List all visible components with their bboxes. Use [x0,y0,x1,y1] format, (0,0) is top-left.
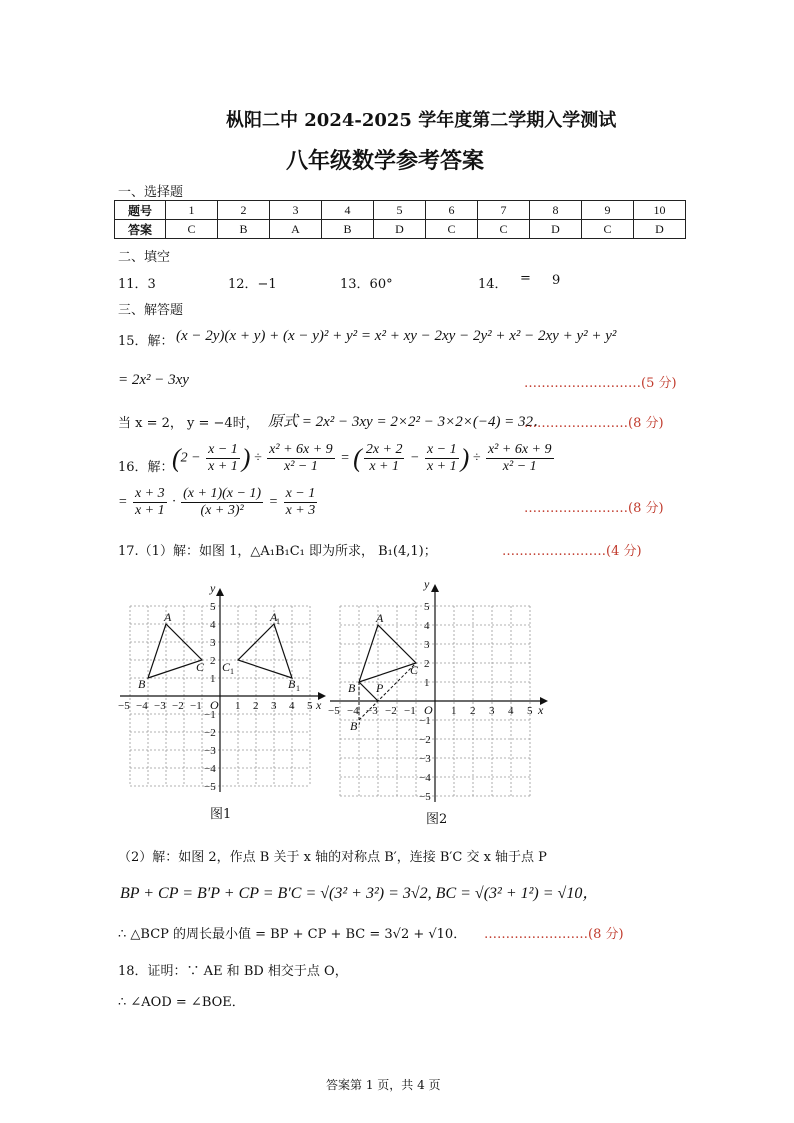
svg-text:−4: −4 [204,763,216,775]
table-cell: 10 [634,201,686,220]
svg-text:C: C [222,660,231,674]
table-cell: A [270,220,322,239]
svg-text:1: 1 [210,673,216,685]
table-cell: C [166,220,218,239]
table-header-answer: 答案 [115,220,166,239]
triangle-abc [359,625,416,682]
svg-text:−2: −2 [172,700,184,712]
figure-1 [112,578,334,804]
table-cell: D [374,220,426,239]
svg-text:−3: −3 [366,705,378,717]
svg-text:−5: −5 [204,781,216,793]
svg-text:−2: −2 [419,734,431,746]
q18-line1: 18．证明：∵ AE 和 BD 相交于点 O， [118,964,348,979]
table-cell: 5 [374,201,426,220]
q18-line2: ∴ ∠AOD = ∠BOE． [118,995,245,1010]
svg-text:−1: −1 [190,700,202,712]
svg-text:A: A [270,610,278,624]
answer-14-value: 9 [552,273,561,288]
figure-2-caption: 图2 [426,812,448,827]
svg-text:C: C [196,660,205,674]
svg-text:A: A [376,611,384,625]
svg-text:B′: B′ [350,719,360,733]
svg-text:1: 1 [235,700,241,712]
svg-text:A: A [164,610,172,624]
svg-text:−5: −5 [328,705,340,717]
svg-text:−2: −2 [385,705,397,717]
q17-score-1: ……………………(4 分) [502,544,642,559]
svg-text:2: 2 [470,705,476,717]
svg-text:1: 1 [230,667,234,676]
svg-text:−2: −2 [204,727,216,739]
answer-12: 12．−1 [228,277,277,292]
svg-text:P: P [376,681,384,695]
answer-14-eq: = [520,271,531,286]
table-row [115,220,686,239]
q15-condition: 当 x = 2， y = −4时， [118,416,259,431]
svg-text:4: 4 [508,705,514,717]
section-solve: 三、解答题 [118,303,184,318]
table-header-number: 题号 [115,201,166,220]
table-cell: D [530,220,582,239]
table-cell: B [322,220,374,239]
svg-text:x: x [316,698,322,712]
svg-text:5: 5 [210,601,216,613]
table-cell: 3 [270,201,322,220]
svg-text:1: 1 [276,617,280,626]
q15-head: 15．解： [118,334,174,349]
q17-part2-equation: BP + CP = B′P + CP = B′C = √(3² + 3²) = 3√2, BC = √(3² + 1²) = √10， [120,885,599,902]
table-cell: 4 [322,201,374,220]
q15-line2: = 2x² − 3xy [118,372,189,388]
svg-text:−5: −5 [419,791,431,803]
table-cell: 6 [426,201,478,220]
svg-text:1: 1 [451,705,457,717]
svg-text:5: 5 [307,700,313,712]
svg-text:y: y [210,581,216,595]
table-cell: B [218,220,270,239]
svg-text:−3: −3 [419,753,431,765]
section-choice: 一、选择题 [118,185,184,200]
table-cell: 1 [166,201,218,220]
svg-text:3: 3 [271,700,277,712]
q15-line3: 原式 = 2x² − 3xy = 2×2² − 3×2×(−4) = 32． [268,414,549,430]
q16-line2: = $\frac{x + 3}{x + 1}$ · $\frac{(x + 1)(x - 1)}{\text{(x + 3)²}}$ = $\frac{x - 1}{x + 3}$ [118,486,316,518]
svg-text:3: 3 [489,705,495,717]
q16-head: 16．解： [118,460,174,475]
svg-text:4: 4 [210,619,216,631]
svg-text:2: 2 [424,658,430,670]
svg-text:3: 3 [424,639,430,651]
svg-text:−1: −1 [204,709,216,721]
svg-text:4: 4 [289,700,295,712]
page-footer: 答案第 1 页，共 4 页 [326,1078,441,1092]
answer-13: 13．60° [340,277,393,292]
page-title: 枞阳二中 2024-2025 学年度第二学期入学测试 [226,110,617,131]
triangle-a1b1c1 [238,624,292,678]
q17-part2: （2）解：如图 2，作点 B 关于 x 轴的对称点 B′，连接 B′C 交 x 轴于点 P [118,850,547,865]
svg-text:B: B [138,677,146,691]
svg-text:C: C [410,663,419,677]
svg-text:4: 4 [424,620,430,632]
svg-text:2: 2 [210,655,216,667]
svg-text:−4: −4 [347,705,359,717]
page-subtitle: 八年级数学参考答案 [286,148,485,174]
table-cell: 8 [530,201,582,220]
q17-part2-conclusion: ∴ △BCP 的周长最小值 = BP + CP + BC = 3√2 + √10． [118,927,467,942]
answer-14-label: 14． [478,277,508,292]
svg-text:y: y [424,577,430,591]
answer-table [114,200,686,239]
svg-text:B: B [348,681,356,695]
figure-1-caption: 图1 [210,807,232,822]
q16-line1: (2 − $\frac{x - 1}{x + 1}$ ) ÷ $\frac{\text{x² + 6x + 9}}{\text{x² − 1}}$ = ( $\frac{2x + 2}{x + 1}$ − $\frac{x - 1}{x + 1}$ ) ÷ $\frac{\text{x² + 6x + 9}}{\text{x² − 1}}$ [172,442,552,474]
svg-text:−1: −1 [404,705,416,717]
q17-part1: 17.（1）解：如图 1，△A₁B₁C₁ 即为所求， B₁(4,1)； [118,544,437,559]
svg-text:x: x [538,703,544,717]
triangle-abc [148,624,202,678]
table-cell: 2 [218,201,270,220]
svg-text:−3: −3 [154,700,166,712]
svg-text:O: O [210,698,219,712]
table-cell: C [478,220,530,239]
svg-text:O: O [424,703,433,717]
svg-text:−4: −4 [419,772,431,784]
table-cell: 9 [582,201,634,220]
svg-text:2: 2 [253,700,259,712]
svg-text:B: B [288,677,296,691]
svg-text:−5: −5 [118,700,130,712]
figure-2 [320,574,556,806]
svg-text:3: 3 [210,637,216,649]
svg-text:1: 1 [424,677,430,689]
q15-score-2: ……………………(8 分) [524,416,664,431]
section-fill: 二、填空 [118,250,171,265]
q16-score: ……………………(8 分) [524,501,664,516]
table-cell: C [582,220,634,239]
svg-text:1: 1 [296,684,300,693]
q15-line1: (x − 2y)(x + y) + (x − y)² + y² = x² + xy − 2xy − 2y² + x² − 2xy + y² + y² [176,328,617,344]
svg-text:−3: −3 [204,745,216,757]
table-cell: D [634,220,686,239]
table-cell: C [426,220,478,239]
svg-text:5: 5 [424,601,430,613]
svg-text:−1: −1 [419,715,431,727]
table-row [115,201,686,220]
svg-text:5: 5 [527,705,533,717]
answer-11: 11．3 [118,277,156,292]
svg-text:−4: −4 [136,700,148,712]
table-cell: 7 [478,201,530,220]
q17-score-2: ……………………(8 分) [484,927,624,942]
q15-score-1: ………………………(5 分) [524,376,677,391]
